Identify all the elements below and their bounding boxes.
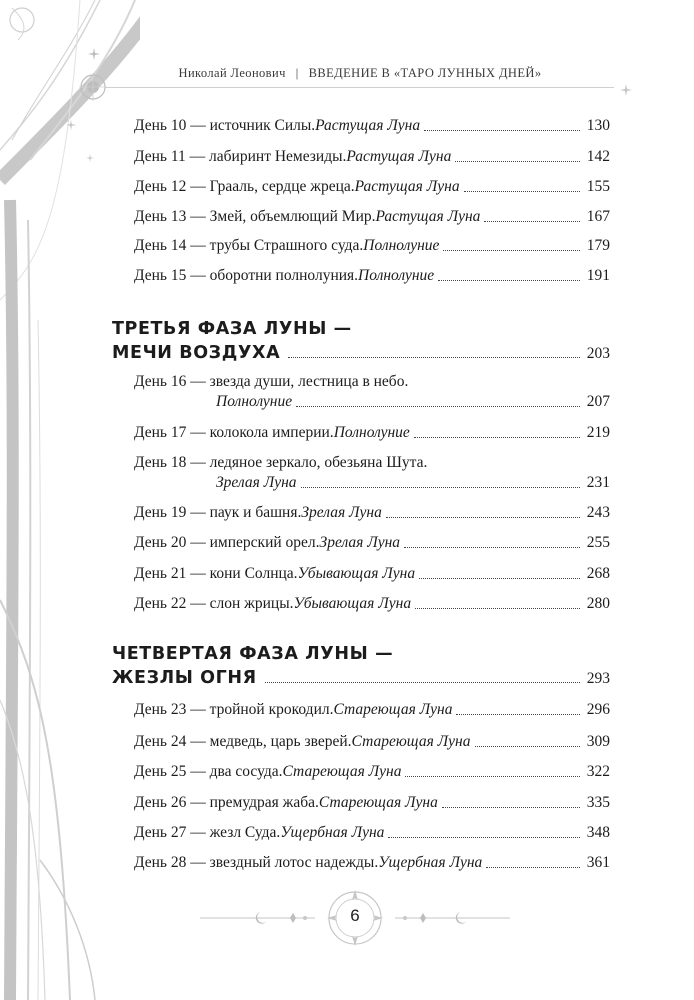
leader-dots	[424, 129, 580, 131]
entry-title: День 22 — слон жрицы.	[134, 595, 294, 612]
entry-title: День 23 — тройной крокодил.	[134, 701, 334, 718]
entry-title: День 12 — Грааль, сердце жреца.	[134, 178, 355, 195]
sparkle-icon	[88, 48, 100, 60]
entry-phase: Зрелая Луна	[301, 504, 382, 521]
toc-entry[interactable]	[134, 793, 610, 813]
running-head	[150, 66, 570, 81]
entry-phase: Растущая Луна	[346, 148, 452, 165]
header-separator: |	[295, 66, 299, 80]
entry-phase: Растущая Луна	[375, 208, 481, 225]
section-4-title-line2: ЖЕЗЛЫ ОГНЯ	[112, 668, 257, 688]
entry-phase: Растущая Луна	[315, 117, 421, 134]
entry-title[interactable]: День 18 — ледяное зеркало, обезьяна Шута.	[134, 454, 428, 471]
entry-page: 243	[586, 504, 610, 521]
entry-title: День 27 — жезл Суда.	[134, 824, 281, 841]
toc-entry[interactable]	[134, 823, 610, 843]
entry-page: 191	[586, 267, 610, 284]
entry-phase: Полнолуние	[216, 393, 293, 410]
entry-page: 142	[586, 148, 610, 165]
leader-dots	[464, 190, 580, 192]
entry-title: День 14 — трубы Страшного суда.	[134, 237, 364, 254]
entry-page: 361	[586, 854, 610, 871]
leader-dots	[386, 516, 580, 518]
author-name: Николай Леонович	[178, 66, 286, 80]
entry-phase: Ущербная Луна	[280, 824, 385, 841]
entry-title: День 25 — два сосуда.	[134, 763, 283, 780]
leader-dots	[404, 546, 580, 548]
leader-dots	[405, 775, 580, 777]
entry-phase: Полнолуние	[333, 424, 410, 441]
entry-page: 155	[586, 178, 610, 195]
book-title: ВВЕДЕНИЕ В «ТАРО ЛУННЫХ ДНЕЙ»	[308, 66, 542, 80]
leader-dots	[419, 577, 580, 579]
toc-entry[interactable]	[134, 762, 610, 782]
entry-phase: Зрелая Луна	[319, 534, 401, 551]
leader-dots	[301, 486, 580, 488]
leader-dots	[443, 249, 580, 251]
sparkle-icon	[620, 84, 632, 96]
entry-page: 179	[586, 237, 610, 254]
entry-title: День 11 — лабиринт Немезиды.	[134, 148, 347, 165]
entry-phase: Стареющая Луна	[351, 733, 471, 750]
toc-entry[interactable]	[134, 266, 610, 286]
entry-title: День 15 — оборотни полнолуния.	[134, 267, 359, 284]
entry-title: День 17 — колокола империи.	[134, 424, 334, 441]
leader-dots	[414, 436, 580, 438]
entry-page: 348	[586, 824, 610, 841]
section-3-title-line1: ТРЕТЬЯ ФАЗА ЛУНЫ —	[112, 319, 352, 339]
section-3-page: 203	[586, 345, 610, 362]
section-4-entry[interactable]	[112, 668, 610, 688]
leader-dots	[484, 220, 580, 222]
leader-dots	[388, 836, 580, 838]
entry-page: 335	[586, 794, 610, 811]
section-3-entry[interactable]	[112, 343, 610, 363]
section-3-title-line2: МЕЧИ ВОЗДУХА	[112, 343, 281, 363]
toc-entry[interactable]	[134, 423, 610, 443]
entry-phase: Полнолуние	[358, 267, 435, 284]
entry-phase: Стареющая Луна	[282, 763, 402, 780]
entry-title: День 24 — медведь, царь зверей.	[134, 733, 352, 750]
entry-page: 280	[586, 595, 610, 612]
entry-page: 322	[586, 763, 610, 780]
page-number: 6	[350, 906, 360, 925]
entry-page: 167	[586, 208, 610, 225]
toc-entry[interactable]	[134, 147, 610, 167]
sparkle-icon	[86, 154, 94, 162]
header-rule	[104, 87, 614, 88]
entry-phase: Ущербная Луна	[378, 854, 483, 871]
toc-entry[interactable]	[216, 473, 610, 493]
entry-phase: Полнолуние	[363, 237, 440, 254]
leader-dots	[455, 160, 580, 162]
toc-entry[interactable]	[134, 700, 610, 720]
leader-dots	[486, 866, 580, 868]
entry-title: День 13 — Змей, объемлющий Мир.	[134, 208, 376, 225]
toc-entry[interactable]	[134, 533, 610, 553]
entry-title: День 20 — имперский орел.	[134, 534, 320, 551]
entry-phase: Растущая Луна	[354, 178, 460, 195]
entry-phase: Стареющая Луна	[333, 701, 453, 718]
entry-phase: Зрелая Луна	[216, 474, 297, 491]
page-footer	[190, 890, 520, 950]
entry-title: День 21 — кони Солнца.	[134, 565, 298, 582]
entry-title: День 26 — премудрая жаба.	[134, 794, 319, 811]
entry-page: 231	[586, 474, 610, 491]
toc-entry[interactable]	[134, 853, 610, 873]
toc-entry[interactable]	[134, 564, 610, 584]
leader-dots	[456, 713, 580, 715]
entry-page: 130	[586, 117, 610, 134]
entry-title[interactable]: День 16 — звезда души, лестница в небо.	[134, 373, 409, 390]
entry-page: 219	[586, 424, 610, 441]
toc-entry[interactable]	[134, 177, 610, 197]
entry-title: День 28 — звездный лотос надежды.	[134, 854, 379, 871]
entry-page: 255	[586, 534, 610, 551]
sparkle-icon	[66, 120, 76, 130]
toc-entry[interactable]	[134, 116, 610, 136]
entry-title: День 10 — источник Силы.	[134, 117, 316, 134]
entry-page: 296	[586, 701, 610, 718]
toc-entry[interactable]	[134, 236, 610, 256]
entry-page: 268	[586, 565, 610, 582]
leader-dots	[296, 405, 580, 407]
entry-phase: Стареющая Луна	[318, 794, 438, 811]
toc-entry[interactable]	[216, 392, 610, 412]
leader-dots	[265, 681, 580, 683]
leader-dots	[415, 607, 580, 609]
entry-title: День 19 — паук и башня.	[134, 504, 302, 521]
entry-phase: Убывающая Луна	[297, 565, 416, 582]
toc-entry[interactable]	[134, 732, 610, 752]
leader-dots	[438, 279, 580, 281]
leader-dots	[475, 745, 581, 747]
entry-phase: Убывающая Луна	[293, 595, 412, 612]
left-border-ornament	[0, 0, 140, 1000]
toc-entry[interactable]	[134, 594, 610, 614]
section-4-page: 293	[586, 670, 610, 687]
entry-page: 309	[586, 733, 610, 750]
leader-dots	[288, 356, 580, 358]
leader-dots	[442, 806, 580, 808]
toc-entry[interactable]	[134, 503, 610, 523]
entry-page: 207	[586, 393, 610, 410]
section-4-title-line1: ЧЕТВЕРТАЯ ФАЗА ЛУНЫ —	[112, 644, 394, 664]
toc-entry[interactable]	[134, 207, 610, 227]
